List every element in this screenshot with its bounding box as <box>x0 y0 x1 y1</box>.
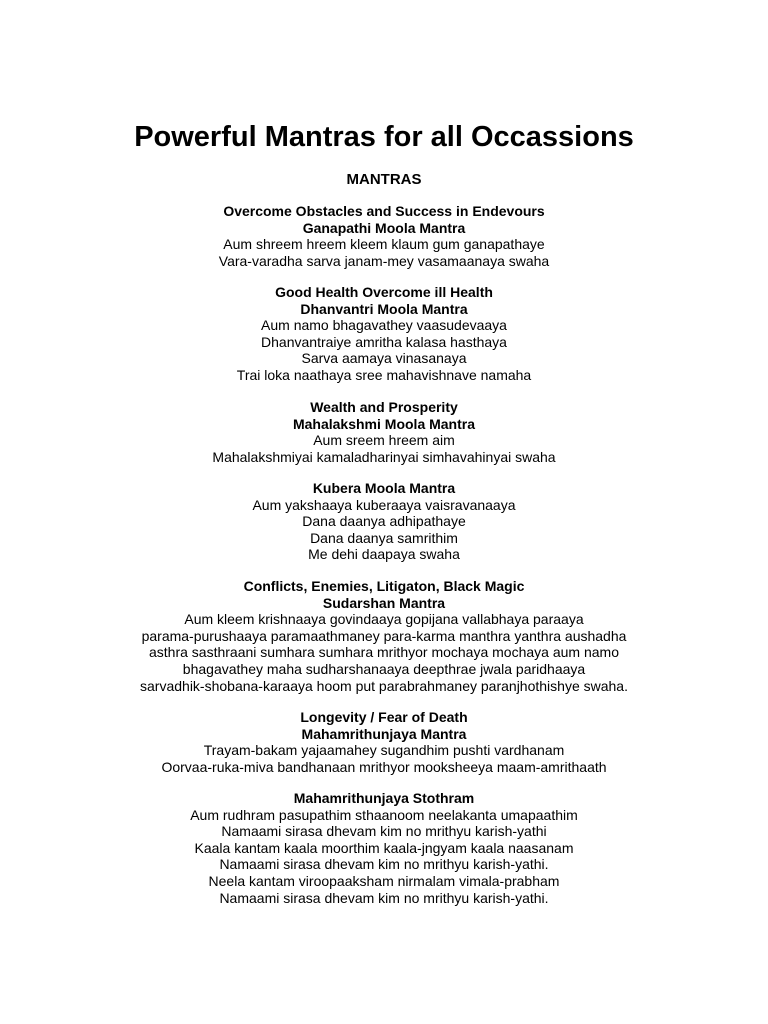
mantra-line: Namaami sirasa dhevam kim no mrithyu karish-yathi. <box>219 856 549 873</box>
mantra-name-heading: Ganapathi Moola Mantra <box>302 219 466 236</box>
section-topic-heading: Good Health Overcome ill Health <box>275 284 493 300</box>
mantra-line: Namaami sirasa dhevam kim no mrithyu karish-yathi <box>221 823 547 840</box>
mantra-line: Aum yakshaaya kuberaaya vaisravanaaya <box>252 496 516 513</box>
mantra-section <box>0 203 768 269</box>
mantra-line: Sarva aamaya vinasanaya <box>301 350 467 367</box>
mantra-section <box>0 284 768 384</box>
mantra-name-heading: Mahamrithunjaya Mantra <box>301 725 467 742</box>
mantra-section <box>0 480 768 563</box>
mantra-line: Aum namo bhagavathey vaasudevaaya <box>261 317 507 334</box>
page-title: Powerful Mantras for all Occassions <box>134 121 634 153</box>
mantra-line: Vara-varadha sarva janam-mey vasamaanaya swaha <box>218 252 550 269</box>
mantra-name-heading: Kubera Moola Mantra <box>312 480 456 496</box>
mantra-section <box>0 578 768 694</box>
mantra-name-heading: Sudarshan Mantra <box>322 594 446 611</box>
mantra-line: Aum rudhram pasupathim sthaanoom neelakanta umapaathim <box>190 806 578 823</box>
mantra-line: Dana daanya adhipathaye <box>302 513 466 530</box>
mantra-line: Trai loka naathaya sree mahavishnave namaha <box>236 366 532 383</box>
mantra-line: Dhanvantraiye amritha kalasa hasthaya <box>261 333 507 350</box>
mantra-line: Neela kantam viroopaaksham nirmalam vimala-prabham <box>208 872 560 889</box>
mantra-line: Me dehi daapaya swaha <box>308 546 460 563</box>
section-topic-heading: Overcome Obstacles and Success in Endevours <box>223 203 545 219</box>
mantra-line: Dana daanya samrithim <box>310 529 458 546</box>
mantra-line: Oorvaa-ruka-miva bandhanaan mrithyor mooksheeya maam-amrithaath <box>161 758 607 775</box>
mantra-line: sarvadhik-shobana-karaaya hoom put parabrahmaney paranjhothishye swaha. <box>140 677 628 694</box>
mantra-line: Trayam-bakam yajaamahey sugandhim pushti vardhanam <box>203 742 565 759</box>
mantra-line: Mahalakshmiyai kamaladharinyai simhavahinyai swaha <box>212 448 556 465</box>
mantra-name-heading: Mahamrithunjaya Stothram <box>293 790 475 806</box>
mantra-section <box>0 790 768 906</box>
mantra-line: parama-purushaaya paramaathmaney para-karma manthra yanthra aushadha <box>141 627 627 644</box>
section-topic-heading: Wealth and Prosperity <box>310 399 458 415</box>
mantra-name-heading: Dhanvantri Moola Mantra <box>300 300 468 317</box>
mantra-name-heading: Mahalakshmi Moola Mantra <box>292 415 476 432</box>
section-topic-heading: Conflicts, Enemies, Litigaton, Black Magic <box>243 578 525 594</box>
mantra-section <box>0 399 768 465</box>
mantra-line: Aum kleem krishnaaya govindaaya gopijana vallabhaya paraaya <box>184 611 584 628</box>
mantra-line: Aum shreem hreem kleem klaum gum ganapathaye <box>223 236 545 253</box>
mantra-line: asthra sasthraani sumhara sumhara mrithyor mochaya mochaya aum namo <box>149 644 619 661</box>
section-topic-heading: Longevity / Fear of Death <box>300 709 468 725</box>
mantra-line: bhagavathey maha sudharshanaaya deepthrae jwala paridhaaya <box>182 660 586 677</box>
page-subtitle: MANTRAS <box>346 171 422 188</box>
mantra-line: Kaala kantam kaala moorthim kaala-jngyam kaala naasanam <box>194 839 574 856</box>
mantra-line: Namaami sirasa dhevam kim no mrithyu karish-yathi. <box>219 889 549 906</box>
mantra-line: Aum sreem hreem aim <box>313 432 455 449</box>
mantra-section <box>0 709 768 775</box>
